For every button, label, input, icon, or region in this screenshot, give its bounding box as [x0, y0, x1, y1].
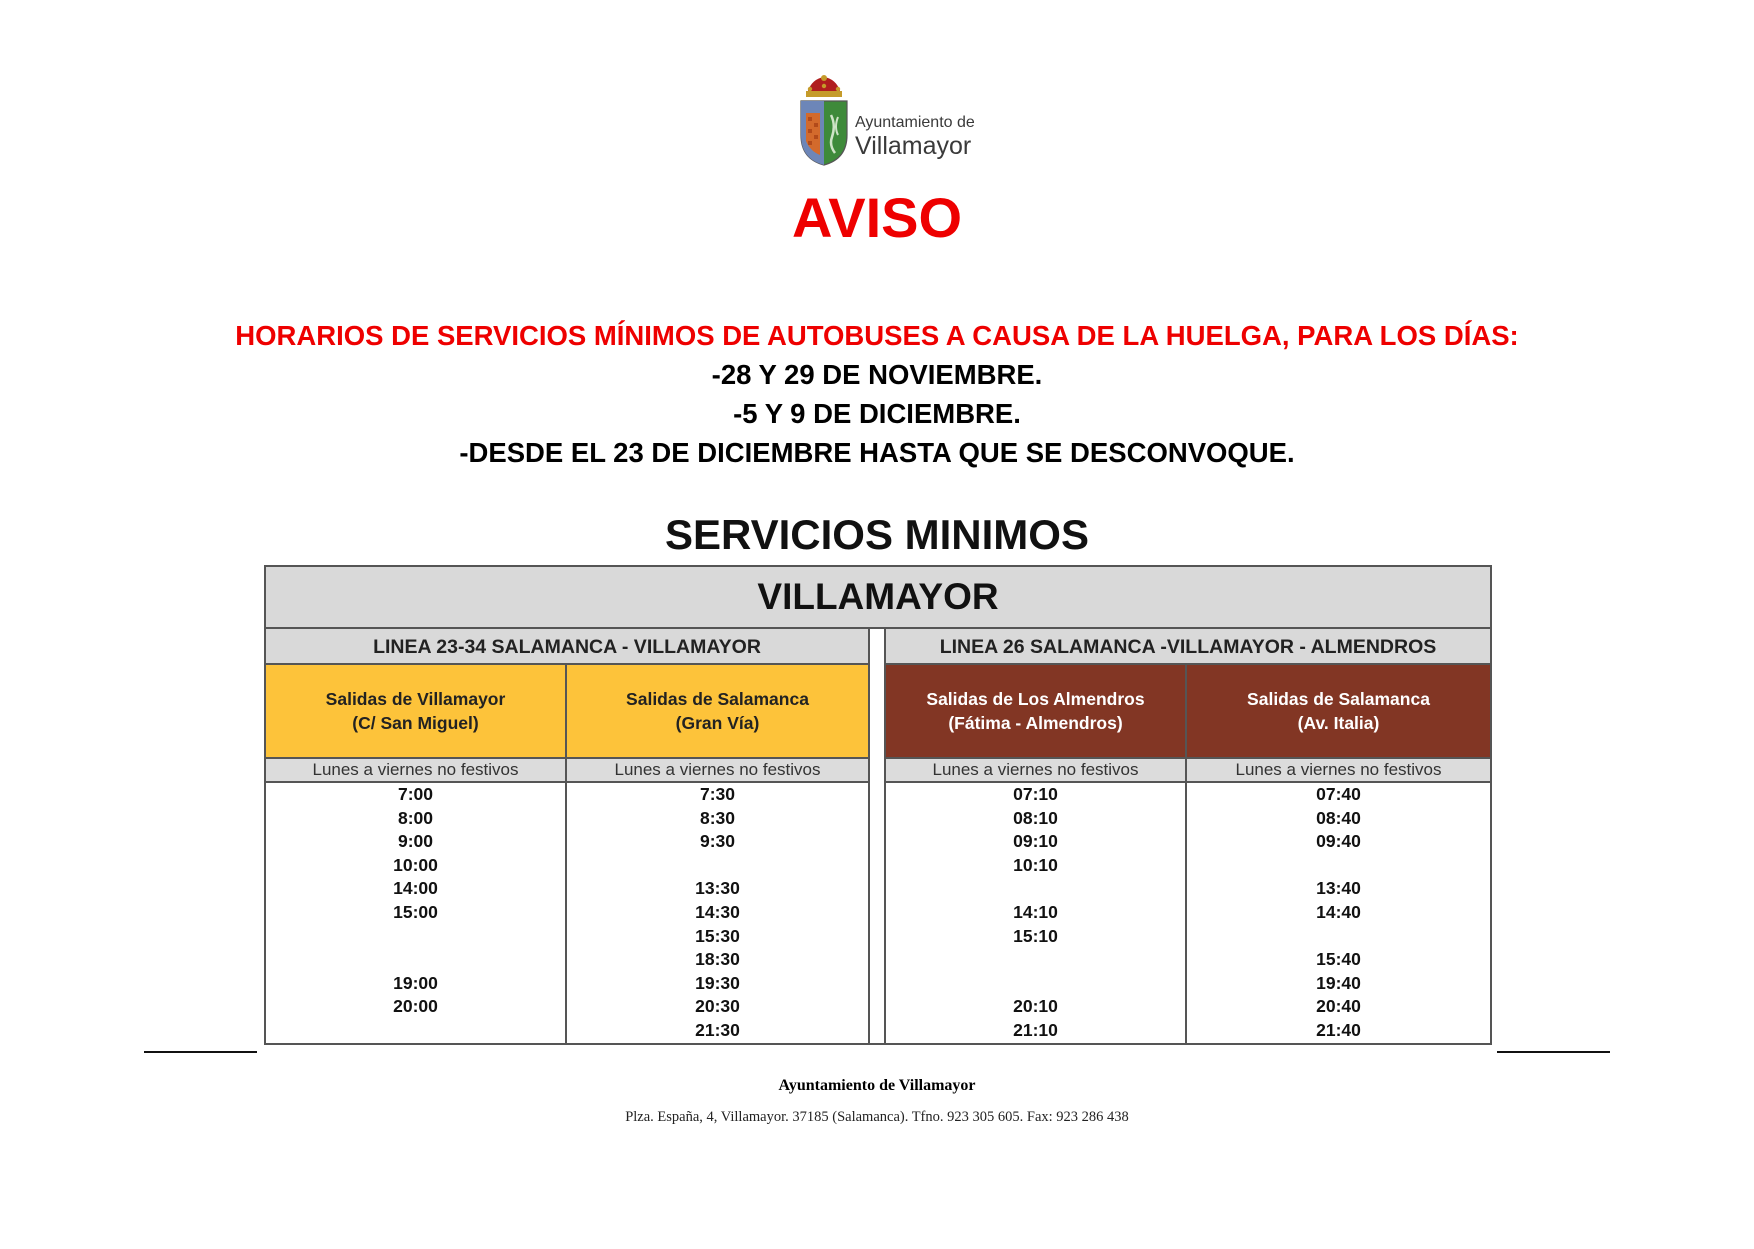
column-header [1187, 665, 1490, 759]
date-line: -DESDE EL 23 DE DICIEMBRE HASTA QUE SE DESCONVOQUE. [459, 437, 1295, 468]
column-header-line-2: (C/ San Miguel) [352, 713, 479, 733]
column-subheader: Lunes a viernes no festivos [886, 759, 1185, 783]
date-line: -5 Y 9 DE DICIEMBRE. [733, 398, 1021, 429]
departure-time: 15:30 [695, 925, 740, 946]
column-subheader: Lunes a viernes no festivos [567, 759, 868, 783]
departure-time: 9:30 [699, 831, 736, 852]
departure-time [266, 948, 565, 972]
table-divider [868, 629, 886, 1043]
departure-time: 09:10 [1013, 831, 1058, 852]
page-title: AVISO [791, 186, 963, 249]
footer-rule-left [144, 1051, 257, 1053]
table-column [266, 665, 567, 1043]
times-list [266, 783, 565, 1043]
departure-time [567, 854, 868, 878]
departure-time: 09:40 [1316, 831, 1361, 852]
table-column [567, 665, 868, 1043]
departure-time: 19:30 [695, 972, 740, 993]
table-column [1187, 665, 1490, 1043]
column-header [886, 665, 1185, 759]
departure-time: 20:00 [393, 996, 438, 1017]
departure-time: 13:40 [1316, 878, 1361, 899]
departure-time [886, 877, 1185, 901]
column-header-line-1: Salidas de Villamayor [325, 689, 506, 709]
footer-rule-right [1497, 1051, 1610, 1053]
column-header-line-2: (Fátima - Almendros) [948, 713, 1123, 733]
departure-time: 19:40 [1316, 972, 1361, 993]
departure-time: 9:00 [397, 831, 434, 852]
table-column [886, 665, 1187, 1043]
logo-text [855, 115, 975, 159]
municipal-logo [798, 75, 978, 167]
departure-time: 15:10 [1013, 925, 1058, 946]
departure-time: 14:10 [1013, 901, 1058, 922]
line-header: LINEA 26 SALAMANCA -VILLAMAYOR - ALMENDROS [886, 629, 1490, 665]
departure-time: 07:10 [1013, 784, 1058, 804]
column-subheader: Lunes a viernes no festivos [266, 759, 565, 783]
departure-time [266, 1019, 565, 1043]
departure-time [1187, 925, 1490, 949]
times-list [886, 783, 1185, 1043]
column-header [567, 665, 868, 759]
notice-heading: HORARIOS DE SERVICIOS MÍNIMOS DE AUTOBUSES A CAUSA DE LA HUELGA, PARA LOS DÍAS: [235, 320, 1519, 351]
town-header: VILLAMAYOR [266, 567, 1490, 629]
departure-time: 08:40 [1316, 807, 1361, 828]
departure-time: 15:40 [1316, 949, 1361, 970]
logo-line-2: Villamayor [855, 132, 972, 160]
column-header-line-1: Salidas de Salamanca [626, 689, 809, 709]
footer-name: Ayuntamiento de Villamayor [778, 1077, 976, 1094]
departure-time: 15:00 [393, 901, 438, 922]
departure-time: 8:00 [397, 807, 434, 828]
coat-of-arms-icon [798, 75, 850, 167]
departure-time [266, 925, 565, 949]
departure-time: 18:30 [695, 949, 740, 970]
column-header-line-2: (Av. Italia) [1297, 713, 1380, 733]
departure-time: 8:30 [699, 807, 736, 828]
departure-time: 14:40 [1316, 901, 1361, 922]
schedule-title: SERVICIOS MINIMOS [665, 511, 1089, 558]
schedule-table [264, 565, 1492, 1045]
times-list [567, 783, 868, 1043]
departure-time: 20:10 [1013, 996, 1058, 1017]
departure-time: 13:30 [695, 878, 740, 899]
departure-time: 10:00 [393, 854, 438, 875]
departure-time: 14:30 [695, 901, 740, 922]
date-line: -28 Y 29 DE NOVIEMBRE. [711, 359, 1043, 390]
departure-time: 7:30 [699, 784, 736, 804]
times-list [1187, 783, 1490, 1043]
departure-time: 19:00 [393, 972, 438, 993]
column-subheader: Lunes a viernes no festivos [1187, 759, 1490, 783]
footer-address: Plza. España, 4, Villamayor. 37185 (Salamanca). Tfno. 923 305 605. Fax: 923 286 438 [625, 1109, 1129, 1125]
logo-line-1: Ayuntamiento de [855, 114, 975, 131]
departure-time: 14:00 [393, 878, 438, 899]
departure-time: 07:40 [1316, 784, 1361, 804]
column-header-line-1: Salidas de Salamanca [1247, 689, 1430, 709]
column-header-line-1: Salidas de Los Almendros [926, 689, 1145, 709]
departure-time [886, 948, 1185, 972]
departure-time: 08:10 [1013, 807, 1058, 828]
departure-time: 21:30 [695, 1019, 740, 1040]
departure-time [886, 972, 1185, 996]
departure-time: 21:10 [1013, 1019, 1058, 1040]
line-header: LINEA 23-34 SALAMANCA - VILLAMAYOR [266, 629, 868, 665]
column-header-line-2: (Gran Vía) [675, 713, 760, 733]
departure-time: 7:00 [397, 784, 434, 804]
column-header [266, 665, 565, 759]
departure-time: 21:40 [1316, 1019, 1361, 1040]
departure-time: 20:30 [695, 996, 740, 1017]
departure-time [1187, 854, 1490, 878]
departure-time: 10:10 [1013, 854, 1058, 875]
departure-time: 20:40 [1316, 996, 1361, 1017]
